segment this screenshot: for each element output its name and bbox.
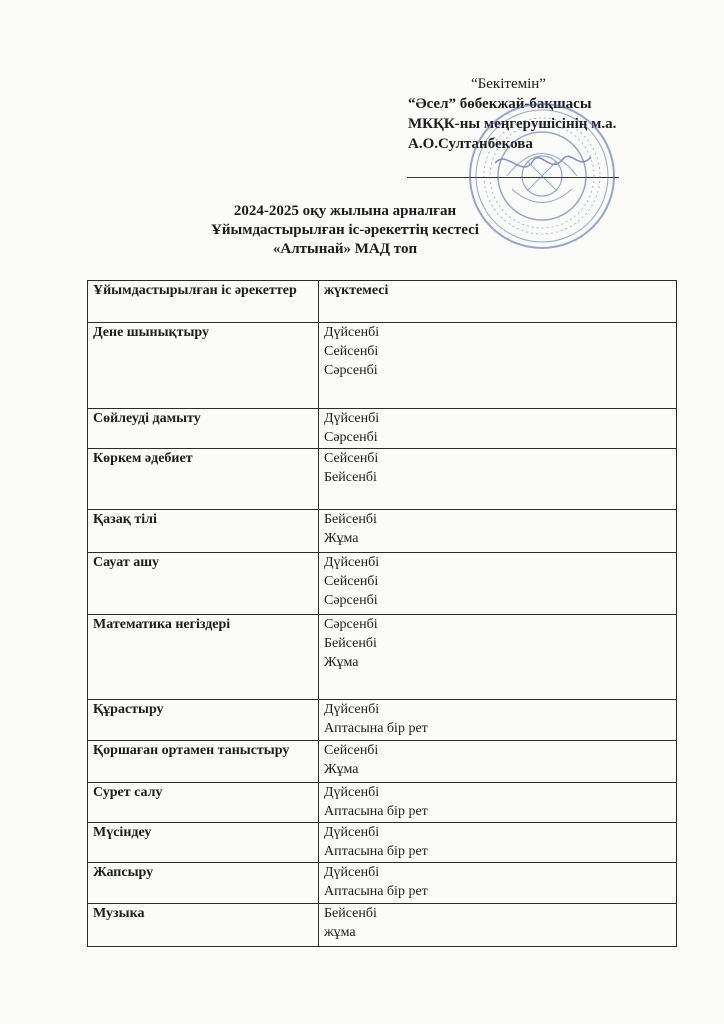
approval-line-kindergarten: “Әсел” бөбекжай-бақшасы bbox=[408, 96, 592, 112]
table-row bbox=[88, 823, 677, 863]
day-item: Дүйсенбі bbox=[324, 411, 380, 426]
subject-cell: Көркем әдебиет bbox=[88, 449, 319, 510]
days-cell bbox=[319, 783, 677, 823]
subject-cell: Құрастыру bbox=[88, 700, 319, 741]
days-cell bbox=[319, 700, 677, 741]
subject-cell: Музыка bbox=[88, 904, 319, 947]
day-item: Сәрсенбі bbox=[324, 430, 378, 445]
days-cell bbox=[319, 615, 677, 700]
table-header-row bbox=[88, 281, 677, 323]
day-item: Сәрсенбі bbox=[324, 363, 378, 378]
title-group: «Алтынай» МАД топ bbox=[272, 241, 418, 257]
day-item: Дүйсенбі bbox=[324, 865, 380, 880]
approval-heading: “Бекітемін” bbox=[471, 76, 546, 92]
day-item: Аптасына бір рет bbox=[324, 884, 428, 899]
day-item: Дүйсенбі bbox=[324, 825, 380, 840]
day-item: Жұма bbox=[324, 762, 359, 777]
day-item: Сейсенбі bbox=[324, 574, 379, 589]
days-cell bbox=[319, 904, 677, 947]
header-load: жүктемесі bbox=[319, 281, 677, 323]
table-row bbox=[88, 409, 677, 449]
days-cell bbox=[319, 741, 677, 783]
title-academic-year: 2024-2025 оқу жылына арналған bbox=[233, 203, 457, 219]
table-row bbox=[88, 700, 677, 741]
subject-cell: Сөйлеуді дамыту bbox=[88, 409, 319, 449]
days-cell bbox=[319, 449, 677, 510]
day-item: Бейсенбі bbox=[324, 470, 377, 485]
days-cell bbox=[319, 409, 677, 449]
day-item: Жұма bbox=[324, 531, 359, 546]
subject-cell: Мүсіндеу bbox=[88, 823, 319, 863]
day-item: Дүйсенбі bbox=[324, 555, 380, 570]
approval-line-name: А.О.Султанбекова bbox=[408, 136, 533, 152]
day-item: Сейсенбі bbox=[324, 344, 379, 359]
day-item: Жұма bbox=[324, 655, 359, 670]
document-title bbox=[150, 202, 540, 259]
header-activities: Ұйымдастырылған іс әрекеттер bbox=[88, 281, 319, 323]
day-item: Сейсенбі bbox=[324, 451, 379, 466]
days-cell bbox=[319, 510, 677, 553]
day-item: Сәрсенбі bbox=[324, 617, 378, 632]
day-item: Дүйсенбі bbox=[324, 325, 380, 340]
day-item: Сәрсенбі bbox=[324, 593, 378, 608]
day-item: Аптасына бір рет bbox=[324, 804, 428, 819]
subject-cell: Дене шынықтыру bbox=[88, 323, 319, 409]
table-row bbox=[88, 323, 677, 409]
subject-cell: Сурет салу bbox=[88, 783, 319, 823]
day-item: Бейсенбі bbox=[324, 906, 377, 921]
title-schedule: Ұйымдастырылған іс-әрекеттің кестесі bbox=[211, 222, 479, 238]
day-item: Дүйсенбі bbox=[324, 785, 380, 800]
table-row bbox=[88, 863, 677, 904]
table-row bbox=[88, 553, 677, 615]
days-cell bbox=[319, 553, 677, 615]
table-row bbox=[88, 783, 677, 823]
subject-cell: Сауат ашу bbox=[88, 553, 319, 615]
day-item: Аптасына бір рет bbox=[324, 721, 428, 736]
subject-cell: Жапсыру bbox=[88, 863, 319, 904]
days-cell bbox=[319, 863, 677, 904]
day-item: Сейсенбі bbox=[324, 743, 379, 758]
table-row bbox=[88, 615, 677, 700]
day-item: жұма bbox=[324, 925, 356, 940]
approval-line-position: МКҚК-ны меңгерушісінің м.а. bbox=[408, 116, 617, 132]
days-cell bbox=[319, 323, 677, 409]
table-row bbox=[88, 904, 677, 947]
table-row bbox=[88, 741, 677, 783]
table-row bbox=[88, 510, 677, 553]
days-cell bbox=[319, 823, 677, 863]
subject-cell: Қазақ тілі bbox=[88, 510, 319, 553]
day-item: Бейсенбі bbox=[324, 636, 377, 651]
subject-cell: Қоршаған ортамен таныстыру bbox=[88, 741, 319, 783]
day-item: Бейсенбі bbox=[324, 512, 377, 527]
table-row bbox=[88, 449, 677, 510]
day-item: Аптасына бір рет bbox=[324, 844, 428, 859]
day-item: Дүйсенбі bbox=[324, 702, 380, 717]
subject-cell: Математика негіздері bbox=[88, 615, 319, 700]
schedule-table bbox=[87, 280, 677, 947]
